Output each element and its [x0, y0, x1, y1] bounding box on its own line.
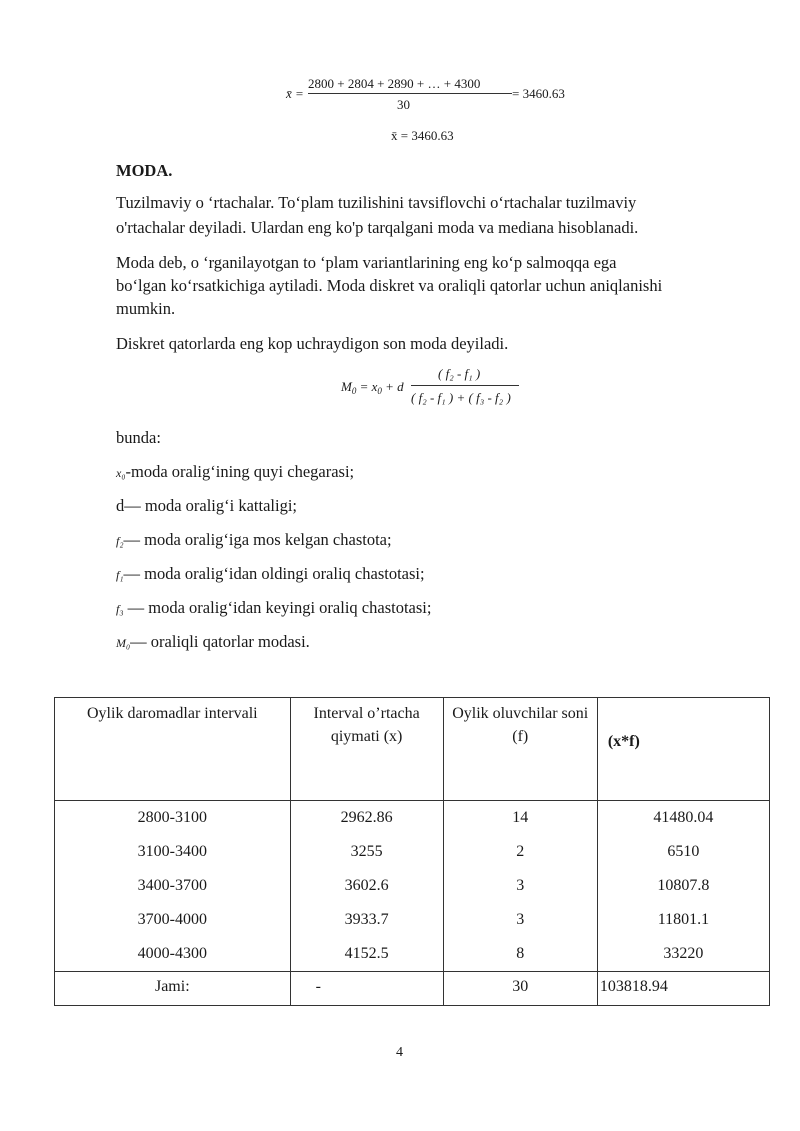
total-frequency: 30: [443, 972, 597, 1006]
table-cell: 3: [516, 911, 525, 928]
definition-text: — moda oralig‘iga mos kelgan chastota;: [123, 530, 392, 549]
table-cell: 2800-3100: [137, 809, 207, 826]
table-header-frequency-text: Oylik oluvchilar soni (f): [452, 705, 589, 745]
definition-text: d— moda oralig‘i kattaligi;: [116, 496, 298, 515]
table-cell: 2: [516, 843, 525, 860]
definition-symbol: f₁: [116, 568, 124, 582]
definition-symbol: x₀: [116, 466, 126, 480]
definition-item: [116, 631, 310, 654]
frequency-column: [443, 801, 597, 972]
mode-symbol-sub: 0: [351, 386, 357, 396]
mode-formula-lhs: [341, 379, 404, 395]
mode-formula-fraction-bar: [411, 385, 519, 386]
mean-formula-denominator: 30: [397, 97, 410, 112]
interval-column: [55, 801, 291, 972]
table-cell: 6510: [667, 843, 700, 860]
table-cell: 4152.5: [344, 945, 389, 962]
table-header-row: [55, 698, 770, 801]
mean-formula: [286, 76, 586, 116]
table-header-midpoint-text: Interval o’rtacha qiymati (x): [313, 705, 420, 745]
table-cell: 3700-4000: [137, 911, 207, 928]
table-body-row: [55, 801, 770, 972]
mean-result: x̄ = 3460.63: [391, 128, 454, 143]
table-header-interval: Oylik daromadlar intervali: [55, 698, 291, 801]
table-cell: 3400-3700: [137, 877, 207, 894]
paragraph-line: Moda deb, o ‘rganilayotgan to ‘plam variantlarining eng ko‘p salmoqqa ega: [116, 253, 617, 272]
paragraph-line: bo‘lgan ko‘rsatkichiga aytiladi. Moda diskret va oraliqli qatorlar uchun aniqlanishi: [116, 276, 663, 295]
table-cell: 3: [516, 877, 525, 894]
mean-formula-lhs: x̄ =: [286, 86, 304, 101]
page-number: 4: [396, 1045, 403, 1060]
income-table: [54, 697, 770, 1006]
paragraph-line: o'rtachalar deyiladi. Ulardan eng ko'p tarqalgani moda va mediana hisoblanadi.: [116, 218, 639, 237]
definitions-intro: bunda:: [116, 428, 161, 447]
paragraph-line: Tuzilmaviy o ‘rtachalar. To‘plam tuzilishini tavsiflovchi o‘rtachalar tuzilmaviy: [116, 193, 637, 212]
table-header-frequency: [443, 698, 597, 801]
definition-symbol: f₃: [116, 602, 124, 616]
total-midpoint: -: [290, 972, 443, 1006]
definition-item: [116, 529, 392, 552]
table-header-product: [597, 698, 769, 801]
definition-symbol: M₀: [116, 636, 131, 650]
mean-formula-fraction-bar: [308, 93, 512, 94]
mode-formula-numerator: ( f₂ - f₁ ): [438, 366, 481, 381]
table-cell: 3933.7: [344, 911, 389, 928]
table-cell: 8: [516, 945, 525, 962]
definition-text: — moda oralig‘idan oldingi oraliq chastotasi;: [123, 564, 425, 583]
mode-formula-x: = x: [359, 379, 378, 394]
total-product: 103818.94: [597, 972, 769, 1006]
table-header-product-text: (x*f): [607, 733, 640, 750]
table-cell: 14: [512, 809, 529, 826]
mode-symbol: M: [341, 379, 352, 394]
definition-item: [116, 495, 297, 517]
table-cell: 3100-3400: [137, 843, 207, 860]
table-total-row: [55, 972, 770, 1006]
product-column: [597, 801, 769, 972]
table-cell: 11801.1: [657, 911, 710, 928]
definition-item: [116, 563, 425, 586]
mode-formula: [341, 366, 531, 414]
definition-text: — moda oralig‘idan keyingi oraliq chastotasi;: [123, 598, 432, 617]
table-cell: 3255: [350, 843, 383, 860]
definition-symbol: f₂: [116, 534, 124, 548]
table-header-midpoint: [290, 698, 443, 801]
mode-formula-denominator: ( f₂ - f₁ ) + ( f₃ - f₂ ): [411, 390, 511, 405]
table-cell: 4000-4300: [137, 945, 207, 962]
mode-formula-x-sub: 0: [377, 386, 382, 396]
table-cell: 10807.8: [657, 877, 710, 894]
mode-formula-d: + d: [381, 379, 404, 394]
table-cell: 33220: [663, 945, 704, 962]
table-cell: 3602.6: [344, 877, 389, 894]
definition-item: [116, 461, 354, 484]
paragraph-line: mumkin.: [116, 299, 176, 318]
table-cell: 41480.04: [653, 809, 714, 826]
table-cell: 2962.86: [340, 809, 393, 826]
section-heading: MODA.: [116, 161, 173, 180]
definition-text: — oraliqli qatorlar modasi.: [130, 632, 310, 651]
mean-formula-numerator: 2800 + 2804 + 2890 + … + 4300: [308, 76, 481, 91]
total-label: Jami:: [55, 972, 291, 1006]
midpoint-column: [290, 801, 443, 972]
paragraph-line: Diskret qatorlarda eng kop uchraydigon son moda deyiladi.: [116, 334, 509, 353]
mean-formula-result: = 3460.63: [512, 86, 565, 101]
definition-item: [116, 597, 431, 620]
definition-text: -moda oralig‘ining quyi chegarasi;: [125, 462, 355, 481]
